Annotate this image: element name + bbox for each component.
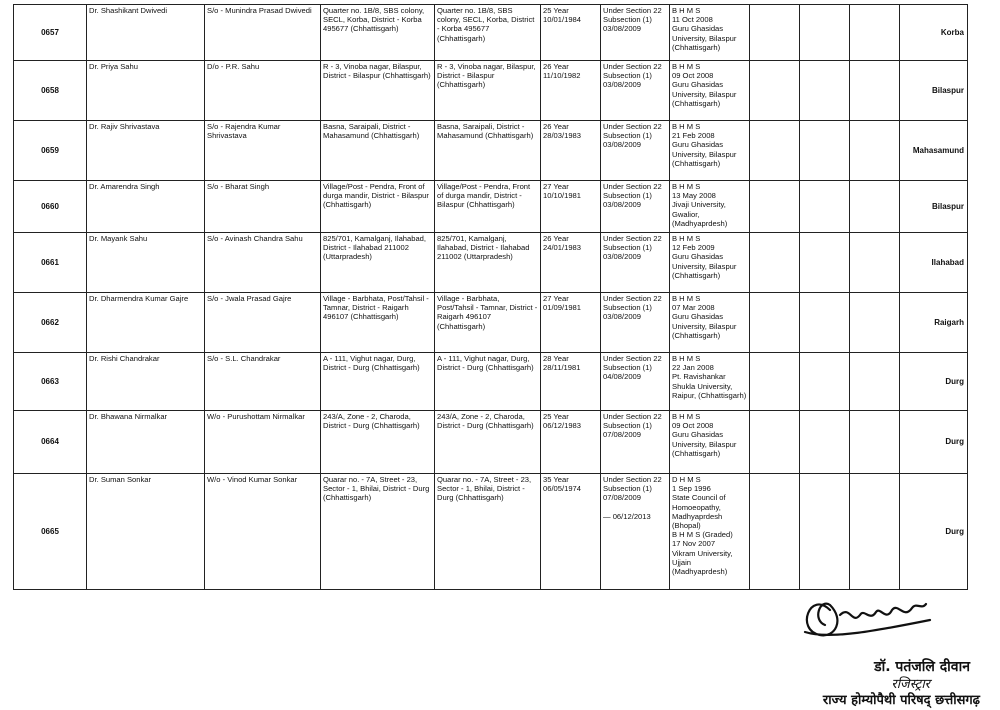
registration-section: Under Section 22 Subsection (1) 03/08/2009 <box>601 181 670 233</box>
table-row <box>14 181 968 233</box>
blank-cell <box>800 5 850 61</box>
qualification: D H M S 1 Sep 1996 State Council of Homoeopathy, Madhyaprdesh (Bhopal) B H M S (Graded) 17 Nov 2007 Vikram University, Ujjain (Madhyaprdesh) <box>670 474 750 590</box>
district: Durg <box>900 353 968 411</box>
registration-section: Under Section 22 Subsection (1) 03/08/2009 <box>601 121 670 181</box>
relation: S/o - Rajendra Kumar Shrivastava <box>205 121 321 181</box>
blank-cell <box>850 233 900 293</box>
table-row <box>14 353 968 411</box>
blank-cell <box>850 411 900 474</box>
correspondence-address: Village - Barbhata, Post/Tahsil - Tamnar, District - Raigarh 496107 (Chhattisgarh) <box>435 293 541 353</box>
age-dob: 27 Year 10/10/1981 <box>541 181 601 233</box>
blank-cell <box>750 353 800 411</box>
table-row <box>14 121 968 181</box>
reg-number: 0657 <box>14 5 87 61</box>
correspondence-address: Quarar no. - 7A, Street - 23, Sector - 1, Bhilai, District - Durg (Chhattisgarh) <box>435 474 541 590</box>
doctor-name: Dr. Rishi Chandrakar <box>87 353 205 411</box>
blank-cell <box>800 61 850 121</box>
relation: S/o - Munindra Prasad Dwivedi <box>205 5 321 61</box>
blank-cell <box>850 5 900 61</box>
reg-number: 0664 <box>14 411 87 474</box>
blank-cell <box>750 411 800 474</box>
doctor-name: Dr. Dharmendra Kumar Gajre <box>87 293 205 353</box>
permanent-address: Village - Barbhata, Post/Tahsil - Tamnar, District - Raigarh 496107 (Chhattisgarh) <box>321 293 435 353</box>
blank-cell <box>750 181 800 233</box>
blank-cell <box>750 474 800 590</box>
reg-number: 0662 <box>14 293 87 353</box>
correspondence-address: 825/701, Kamalganj, Ilahabad, District - Ilahabad 211002 (Uttarpradesh) <box>435 233 541 293</box>
correspondence-address: Quarter no. 1B/8, SBS colony, SECL, Korba, District - Korba 495677 (Chhattisgarh) <box>435 5 541 61</box>
blank-cell <box>800 181 850 233</box>
qualification: B H M S 12 Feb 2009 Guru Ghasidas University, Bilaspur (Chhattisgarh) <box>670 233 750 293</box>
qualification: B H M S 11 Oct 2008 Guru Ghasidas University, Bilaspur (Chhattisgarh) <box>670 5 750 61</box>
blank-cell <box>800 474 850 590</box>
qualification: B H M S 09 Oct 2008 Guru Ghasidas University, Bilaspur (Chhattisgarh) <box>670 411 750 474</box>
doctor-name: Dr. Suman Sonkar <box>87 474 205 590</box>
age-dob: 26 Year 11/10/1982 <box>541 61 601 121</box>
doctor-name: Dr. Mayank Sahu <box>87 233 205 293</box>
age-dob: 26 Year 28/03/1983 <box>541 121 601 181</box>
age-dob: 25 Year 06/12/1983 <box>541 411 601 474</box>
qualification: B H M S 07 Mar 2008 Guru Ghasidas University, Bilaspur (Chhattisgarh) <box>670 293 750 353</box>
district: Korba <box>900 5 968 61</box>
blank-cell <box>750 293 800 353</box>
reg-number: 0665 <box>14 474 87 590</box>
district: Mahasamund <box>900 121 968 181</box>
blank-cell <box>750 121 800 181</box>
age-dob: 26 Year 24/01/1983 <box>541 233 601 293</box>
permanent-address: Basna, Saraipali, District - Mahasamund (Chhattisgarh) <box>321 121 435 181</box>
reg-number: 0659 <box>14 121 87 181</box>
blank-cell <box>850 61 900 121</box>
blank-cell <box>850 121 900 181</box>
signature-block <box>765 580 990 708</box>
correspondence-address: A - 111, Vighut nagar, Durg, District - Durg (Chhattisgarh) <box>435 353 541 411</box>
registration-section: Under Section 22 Subsection (1) 03/08/2009 <box>601 5 670 61</box>
permanent-address: Quarter no. 1B/8, SBS colony, SECL, Korba, District - Korba 495677 (Chhattisgarh) <box>321 5 435 61</box>
registration-section: Under Section 22 Subsection (1) 03/08/2009 <box>601 61 670 121</box>
register-table <box>13 4 968 590</box>
blank-cell <box>800 353 850 411</box>
reg-number: 0658 <box>14 61 87 121</box>
age-dob: 35 Year 06/05/1974 <box>541 474 601 590</box>
relation: W/o - Vinod Kumar Sonkar <box>205 474 321 590</box>
registration-section: Under Section 22 Subsection (1) 07/08/2009 — 06/12/2013 <box>601 474 670 590</box>
table-row <box>14 293 968 353</box>
signer-designation: रजिस्ट्रार <box>891 677 930 692</box>
district: Bilaspur <box>900 181 968 233</box>
blank-cell <box>850 353 900 411</box>
doctor-name: Dr. Priya Sahu <box>87 61 205 121</box>
table-row <box>14 61 968 121</box>
permanent-address: 243/A, Zone - 2, Charoda, District - Durg (Chhattisgarh) <box>321 411 435 474</box>
relation: S/o - S.L. Chandrakar <box>205 353 321 411</box>
permanent-address: Village/Post - Pendra, Front of durga mandir, District - Bilaspur (Chhattisgarh) <box>321 181 435 233</box>
blank-cell <box>750 5 800 61</box>
table-row <box>14 474 968 590</box>
blank-cell <box>750 233 800 293</box>
qualification: B H M S 13 May 2008 Jivaji University, Gwalior, (Madhyaprdesh) <box>670 181 750 233</box>
permanent-address: Quarar no. - 7A, Street - 23, Sector - 1, Bhilai, District - Durg (Chhattisgarh) <box>321 474 435 590</box>
qualification: B H M S 22 Jan 2008 Pt. Ravishankar Shukla University, Raipur, (Chhattisgarh) <box>670 353 750 411</box>
age-dob: 27 Year 01/09/1981 <box>541 293 601 353</box>
relation: S/o - Jwala Prasad Gajre <box>205 293 321 353</box>
correspondence-address: 243/A, Zone - 2, Charoda, District - Durg (Chhattisgarh) <box>435 411 541 474</box>
table-row <box>14 233 968 293</box>
doctor-name: Dr. Amarendra Singh <box>87 181 205 233</box>
signer-office: राज्य होम्योपैथी परिषद् छत्तीसगढ़ <box>822 693 980 708</box>
doctor-name: Dr. Shashikant Dwivedi <box>87 5 205 61</box>
district: Bilaspur <box>900 61 968 121</box>
blank-cell <box>850 474 900 590</box>
blank-cell <box>850 293 900 353</box>
table-row <box>14 5 968 61</box>
table-row <box>14 411 968 474</box>
blank-cell <box>750 61 800 121</box>
blank-cell <box>850 181 900 233</box>
registration-section: Under Section 22 Subsection (1) 04/08/2009 <box>601 353 670 411</box>
district: Raigarh <box>900 293 968 353</box>
permanent-address: A - 111, Vighut nagar, Durg, District - Durg (Chhattisgarh) <box>321 353 435 411</box>
age-dob: 25 Year 10/01/1984 <box>541 5 601 61</box>
relation: S/o - Bharat Singh <box>205 181 321 233</box>
blank-cell <box>800 411 850 474</box>
registration-section: Under Section 22 Subsection (1) 03/08/2009 <box>601 233 670 293</box>
permanent-address: R - 3, Vinoba nagar, Bilaspur, District - Bilaspur (Chhattisgarh) <box>321 61 435 121</box>
correspondence-address: Village/Post - Pendra, Front of durga mandir, District - Bilaspur (Chhattisgarh) <box>435 181 541 233</box>
signer-name: डॉ. पतंजलि दीवान <box>874 659 970 675</box>
relation: W/o - Purushottam Nirmalkar <box>205 411 321 474</box>
blank-cell <box>800 233 850 293</box>
doctor-name: Dr. Rajiv Shrivastava <box>87 121 205 181</box>
relation: S/o - Avinash Chandra Sahu <box>205 233 321 293</box>
qualification: B H M S 21 Feb 2008 Guru Ghasidas University, Bilaspur (Chhattisgarh) <box>670 121 750 181</box>
permanent-address: 825/701, Kamalganj, Ilahabad, District - Ilahabad 211002 (Uttarpradesh) <box>321 233 435 293</box>
district: Durg <box>900 474 968 590</box>
blank-cell <box>800 293 850 353</box>
handwritten-signature-icon <box>790 580 940 650</box>
registration-section: Under Section 22 Subsection (1) 07/08/2009 <box>601 411 670 474</box>
district: Ilahabad <box>900 233 968 293</box>
age-dob: 28 Year 28/11/1981 <box>541 353 601 411</box>
register-rows <box>14 5 968 590</box>
reg-number: 0661 <box>14 233 87 293</box>
registration-section: Under Section 22 Subsection (1) 03/08/2009 <box>601 293 670 353</box>
reg-number: 0660 <box>14 181 87 233</box>
blank-cell <box>800 121 850 181</box>
correspondence-address: Basna, Saraipali, District - Mahasamund (Chhattisgarh) <box>435 121 541 181</box>
district: Durg <box>900 411 968 474</box>
relation: D/o - P.R. Sahu <box>205 61 321 121</box>
qualification: B H M S 09 Oct 2008 Guru Ghasidas University, Bilaspur (Chhattisgarh) <box>670 61 750 121</box>
correspondence-address: R - 3, Vinoba nagar, Bilaspur, District - Bilaspur (Chhattisgarh) <box>435 61 541 121</box>
doctor-name: Dr. Bhawana Nirmalkar <box>87 411 205 474</box>
reg-number: 0663 <box>14 353 87 411</box>
